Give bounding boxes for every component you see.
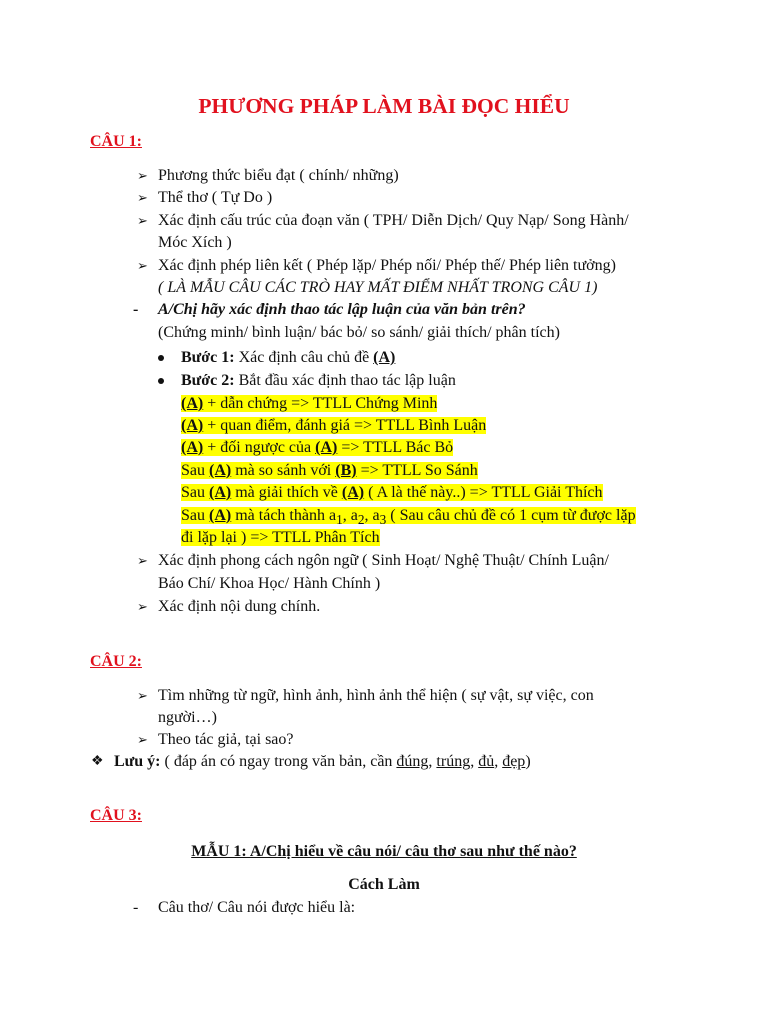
step-label: Bước 1: bbox=[181, 349, 235, 366]
marker-b: (B) bbox=[335, 462, 357, 479]
highlight-line bbox=[181, 460, 478, 482]
marker-a: (A) bbox=[315, 439, 338, 456]
subscript: 3 bbox=[379, 512, 387, 528]
highlight-line bbox=[181, 415, 486, 437]
marker-a: (A) bbox=[209, 484, 232, 501]
separator: , bbox=[470, 753, 479, 770]
highlight-text: ( A là thế này..) => TTLL Giải Thích bbox=[364, 484, 603, 501]
list-item: Phương thức biểu đạt ( chính/ những) bbox=[158, 167, 399, 184]
step-label: Bước 2: bbox=[181, 372, 235, 389]
list-item-continuation: Báo Chí/ Khoa Học/ Hành Chính ) bbox=[158, 575, 381, 592]
bullet-dot-icon bbox=[158, 355, 164, 361]
highlight-text: , a bbox=[342, 507, 358, 524]
list-item: Câu thơ/ Câu nói được hiểu là: bbox=[158, 899, 356, 916]
highlight-line bbox=[181, 393, 437, 415]
highlight-text: + dẫn chứng => TTLL Chứng Minh bbox=[203, 395, 438, 412]
list-item: Xác định nội dung chính. bbox=[158, 598, 321, 615]
method-heading: Cách Làm bbox=[348, 876, 420, 893]
step-text: Xác định câu chủ đề bbox=[234, 349, 374, 366]
note-text: ( đáp án có ngay trong văn bản, cần bbox=[160, 753, 397, 770]
keyword: đủ bbox=[478, 753, 495, 770]
dash-bullet: - bbox=[133, 301, 139, 318]
dash-bullet: - bbox=[133, 899, 139, 916]
arrow-bullet-icon: ➢ bbox=[137, 190, 148, 205]
marker-a: (A) bbox=[209, 507, 232, 524]
list-item: Theo tác giả, tại sao? bbox=[158, 731, 294, 748]
keyword: đúng bbox=[396, 753, 429, 770]
note-label: Lưu ý: bbox=[114, 753, 161, 770]
marker-a: (A) bbox=[373, 349, 396, 366]
marker-a: (A) bbox=[341, 484, 365, 501]
warning-note: ( LÀ MẪU CÂU CÁC TRÒ HAY MẤT ĐIỂM NHẤT TRONG CÂU 1) bbox=[158, 279, 598, 296]
highlight-text: Sau bbox=[181, 462, 209, 479]
highlight-text: mà so sánh với bbox=[231, 462, 336, 479]
separator: , bbox=[494, 753, 503, 770]
highlight-text: mà tách thành a bbox=[231, 507, 337, 524]
highlight-text: đi lặp lại ) => TTLL Phân Tích bbox=[181, 529, 380, 546]
arrow-bullet-icon: ➢ bbox=[137, 599, 148, 614]
sample-heading: MẪU 1: A/Chị hiểu về câu nói/ câu thơ sau như thế nào? bbox=[191, 843, 577, 860]
question-options: (Chứng minh/ bình luận/ bác bỏ/ so sánh/ giải thích/ phân tích) bbox=[158, 324, 560, 341]
highlight-text: Sau bbox=[181, 507, 209, 524]
keyword: trúng bbox=[436, 753, 471, 770]
highlight-text: Sau bbox=[181, 484, 209, 501]
page-title: PHƯƠNG PHÁP LÀM BÀI ĐỌC HIỂU bbox=[198, 94, 570, 118]
marker-a: (A) bbox=[181, 439, 204, 456]
step-text: Bắt đầu xác định thao tác lập luận bbox=[234, 372, 456, 389]
note-line bbox=[114, 751, 531, 773]
arrow-bullet-icon: ➢ bbox=[137, 168, 148, 183]
marker-a: (A) bbox=[181, 417, 204, 434]
highlight-text: ( Sau câu chủ đề có 1 cụm từ được lặp bbox=[386, 507, 636, 524]
list-item: Xác định phong cách ngôn ngữ ( Sinh Hoạt/ Nghệ Thuật/ Chính Luận/ bbox=[158, 552, 609, 569]
list-item: Tìm những từ ngữ, hình ảnh, hình ảnh thể hiện ( sự vật, sự việc, con bbox=[158, 687, 594, 704]
list-item: Xác định cấu trúc của đoạn văn ( TPH/ Diễn Dịch/ Quy Nạp/ Song Hành/ bbox=[158, 212, 629, 229]
highlight-text: mà giải thích về bbox=[231, 484, 342, 501]
subscript: 2 bbox=[357, 512, 365, 528]
highlight-text: + quan điểm, đánh giá => TTLL Bình Luận bbox=[203, 417, 487, 434]
arrow-bullet-icon: ➢ bbox=[137, 688, 148, 703]
separator: ) bbox=[525, 753, 531, 770]
section-heading-cau-1: CÂU 1: bbox=[90, 133, 142, 150]
keyword: đẹp bbox=[502, 753, 526, 770]
highlight-text: => TTLL So Sánh bbox=[356, 462, 478, 479]
marker-a: (A) bbox=[181, 395, 204, 412]
arrow-bullet-icon: ➢ bbox=[137, 553, 148, 568]
section-heading-cau-2: CÂU 2: bbox=[90, 653, 142, 670]
arrow-bullet-icon: ➢ bbox=[137, 213, 148, 228]
arrow-bullet-icon: ➢ bbox=[137, 258, 148, 273]
subscript: 1 bbox=[336, 512, 343, 528]
step-1 bbox=[181, 347, 395, 369]
highlight-text: + đối ngược của bbox=[203, 439, 316, 456]
step-2 bbox=[181, 370, 456, 392]
section-heading-cau-3: CÂU 3: bbox=[90, 807, 142, 824]
highlight-line bbox=[181, 527, 380, 549]
bullet-dot-icon bbox=[158, 378, 164, 384]
highlight-text: => TTLL Bác Bỏ bbox=[337, 439, 454, 456]
list-item: Xác định phép liên kết ( Phép lặp/ Phép nối/ Phép thế/ Phép liên tưởng) bbox=[158, 257, 616, 274]
list-item: Thể thơ ( Tự Do ) bbox=[158, 189, 273, 206]
marker-a: (A) bbox=[209, 462, 232, 479]
arrow-bullet-icon: ➢ bbox=[137, 732, 148, 747]
separator: , bbox=[428, 753, 437, 770]
list-item-continuation: người…) bbox=[158, 709, 217, 726]
highlight-line bbox=[181, 437, 453, 459]
diamond-bullet-icon: ❖ bbox=[91, 754, 104, 769]
highlight-text: , a bbox=[364, 507, 380, 524]
highlight-line bbox=[181, 482, 603, 504]
list-item-continuation: Móc Xích ) bbox=[158, 234, 232, 251]
question-text: A/Chị hãy xác định thao tác lập luận của văn bản trên? bbox=[158, 301, 526, 318]
